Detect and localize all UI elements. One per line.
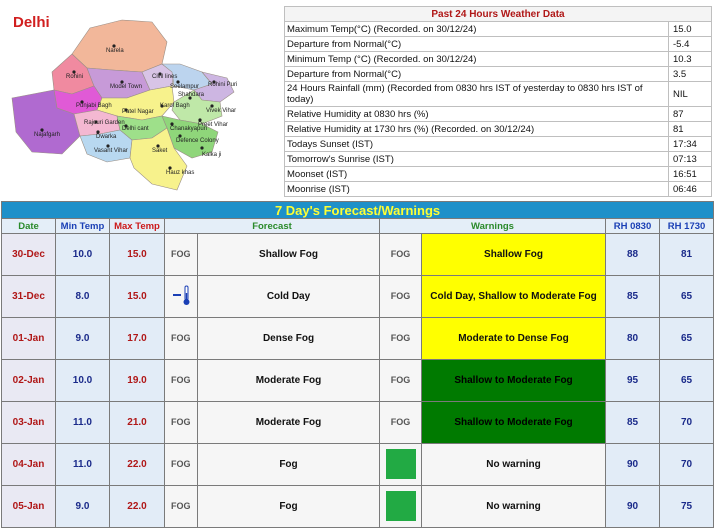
forecast-text: Shallow Fog bbox=[198, 233, 380, 275]
warning-fog-icon: FOG bbox=[380, 233, 422, 275]
wx-row bbox=[285, 122, 712, 137]
label-defence-colony: Defence Colony bbox=[176, 138, 219, 144]
label-preet-vihar: Preet Vihar bbox=[198, 122, 228, 128]
forecast-min-temp: 8.0 bbox=[56, 275, 110, 317]
forecast-date: 30-Dec bbox=[2, 233, 56, 275]
forecast-min-temp: 9.0 bbox=[56, 317, 110, 359]
wx-value: 10.3 bbox=[669, 52, 712, 67]
no-warning-square-icon bbox=[380, 485, 422, 527]
top-section bbox=[0, 0, 714, 198]
wx-row bbox=[285, 152, 712, 167]
label-rohini: Rohini bbox=[66, 74, 84, 80]
warning-fog-icon: FOG bbox=[380, 359, 422, 401]
wx-value: 17:34 bbox=[669, 137, 712, 152]
wx-value: 06:46 bbox=[669, 182, 712, 197]
wx-label: Moonrise (IST) bbox=[285, 182, 669, 197]
label-vivek-vihar: Vivek Vihar bbox=[206, 108, 237, 114]
forecast-min-temp: 10.0 bbox=[56, 359, 110, 401]
forecast-table bbox=[1, 201, 714, 528]
label-narela: Narela bbox=[106, 48, 124, 54]
label-seelampur: Seelampur bbox=[170, 84, 200, 90]
wx-row bbox=[285, 82, 712, 107]
forecast-row bbox=[2, 233, 714, 275]
forecast-fog-icon: FOG bbox=[165, 443, 198, 485]
forecast-text: Cold Day bbox=[198, 275, 380, 317]
label-vasant-vihar: Vasant Vihar bbox=[94, 148, 128, 154]
forecast-max-temp: 22.0 bbox=[110, 485, 165, 527]
forecast-row bbox=[2, 275, 714, 317]
wx-label: Relative Humidity at 0830 hrs (%) bbox=[285, 107, 669, 122]
warning-text: Shallow Fog bbox=[422, 233, 606, 275]
forecast-min-temp: 11.0 bbox=[56, 401, 110, 443]
wx-label: Relative Humidity at 1730 hrs (%) (Recorded. on 30/12/24) bbox=[285, 122, 669, 137]
forecast-fog-icon: FOG bbox=[165, 485, 198, 527]
wx-row bbox=[285, 137, 712, 152]
forecast-rh-1730: 65 bbox=[660, 317, 714, 359]
forecast-header-row bbox=[2, 219, 714, 233]
forecast-rh-0830: 88 bbox=[606, 233, 660, 275]
warning-text: Cold Day, Shallow to Moderate Fog bbox=[422, 275, 606, 317]
wx-label: Todays Sunset (IST) bbox=[285, 137, 669, 152]
warning-fog-icon: FOG bbox=[380, 317, 422, 359]
wx-label: Maximum Temp(°C) (Recorded. on 30/12/24) bbox=[285, 22, 669, 37]
label-karol-bagh: Karol Bagh bbox=[160, 103, 190, 109]
city-name: Delhi bbox=[13, 14, 50, 31]
label-dwarka: Dwarka bbox=[96, 134, 117, 140]
forecast-rh-1730: 81 bbox=[660, 233, 714, 275]
wx-row bbox=[285, 167, 712, 182]
label-shahdara: Shahdara bbox=[178, 92, 205, 98]
wx-value: NIL bbox=[669, 82, 712, 107]
forecast-text: Moderate Fog bbox=[198, 359, 380, 401]
label-kalka: Kalka ji bbox=[202, 152, 222, 158]
wx-label: 24 Hours Rainfall (mm) (Recorded from 0830 hrs IST of yesterday to 0830 hrs IST of today) bbox=[285, 82, 669, 107]
warning-text: Shallow to Moderate Fog bbox=[422, 359, 606, 401]
warning-text: Shallow to Moderate Fog bbox=[422, 401, 606, 443]
forecast-rh-1730: 65 bbox=[660, 359, 714, 401]
forecast-max-temp: 21.0 bbox=[110, 401, 165, 443]
forecast-max-temp: 22.0 bbox=[110, 443, 165, 485]
wx-row bbox=[285, 37, 712, 52]
forecast-date: 01-Jan bbox=[2, 317, 56, 359]
wx-value: 87 bbox=[669, 107, 712, 122]
delhi-map bbox=[2, 6, 282, 196]
map-graphic bbox=[2, 6, 282, 196]
forecast-date: 02-Jan bbox=[2, 359, 56, 401]
past-24-title: Past 24 Hours Weather Data bbox=[285, 7, 712, 22]
forecast-max-temp: 17.0 bbox=[110, 317, 165, 359]
forecast-text: Fog bbox=[198, 485, 380, 527]
forecast-min-temp: 9.0 bbox=[56, 485, 110, 527]
header-forecast: Forecast bbox=[165, 219, 380, 233]
forecast-fog-icon: FOG bbox=[165, 317, 198, 359]
label-punjabi-bagh: Punjabi Bagh bbox=[76, 103, 112, 109]
wx-row bbox=[285, 67, 712, 82]
header-min-temp: Min Temp bbox=[56, 219, 110, 233]
forecast-max-temp: 19.0 bbox=[110, 359, 165, 401]
label-civil-lines: Civil lines bbox=[152, 74, 178, 80]
forecast-rh-1730: 65 bbox=[660, 275, 714, 317]
warning-fog-icon: FOG bbox=[380, 275, 422, 317]
forecast-rh-0830: 90 bbox=[606, 485, 660, 527]
forecast-rh-0830: 90 bbox=[606, 443, 660, 485]
label-model-town: Model Town bbox=[110, 84, 142, 90]
wx-label: Minimum Temp (°C) (Recorded. on 30/12/24) bbox=[285, 52, 669, 67]
forecast-row bbox=[2, 443, 714, 485]
forecast-min-temp: 11.0 bbox=[56, 443, 110, 485]
warning-text: Moderate to Dense Fog bbox=[422, 317, 606, 359]
wx-value: 15.0 bbox=[669, 22, 712, 37]
district-narela-shape[interactable] bbox=[72, 20, 167, 72]
forecast-fog-icon: FOG bbox=[165, 359, 198, 401]
forecast-rh-1730: 75 bbox=[660, 485, 714, 527]
forecast-max-temp: 15.0 bbox=[110, 233, 165, 275]
forecast-rh-1730: 70 bbox=[660, 401, 714, 443]
wx-value: 07:13 bbox=[669, 152, 712, 167]
forecast-rh-0830: 85 bbox=[606, 275, 660, 317]
forecast-min-temp: 10.0 bbox=[56, 233, 110, 275]
label-najafgarh: Najafgarh bbox=[34, 132, 61, 138]
label-hauz-khas: Hauz khas bbox=[166, 170, 195, 176]
header-rh-0830: RH 0830 bbox=[606, 219, 660, 233]
header-rh-1730: RH 1730 bbox=[660, 219, 714, 233]
forecast-row bbox=[2, 317, 714, 359]
cold-day-icon bbox=[165, 275, 198, 317]
forecast-row bbox=[2, 359, 714, 401]
wx-row bbox=[285, 22, 712, 37]
wx-row bbox=[285, 182, 712, 197]
header-warnings: Warnings bbox=[380, 219, 606, 233]
forecast-date: 04-Jan bbox=[2, 443, 56, 485]
forecast-title: 7 Day's Forecast/Warnings bbox=[2, 202, 714, 219]
forecast-rh-1730: 70 bbox=[660, 443, 714, 485]
forecast-rh-0830: 95 bbox=[606, 359, 660, 401]
warning-text: No warning bbox=[422, 443, 606, 485]
wx-label: Departure from Normal(°C) bbox=[285, 67, 669, 82]
warning-text: No warning bbox=[422, 485, 606, 527]
past-24-hours-table bbox=[284, 6, 712, 197]
forecast-date: 31-Dec bbox=[2, 275, 56, 317]
forecast-text: Dense Fog bbox=[198, 317, 380, 359]
forecast-row bbox=[2, 401, 714, 443]
forecast-date: 05-Jan bbox=[2, 485, 56, 527]
forecast-max-temp: 15.0 bbox=[110, 275, 165, 317]
forecast-rh-0830: 85 bbox=[606, 401, 660, 443]
forecast-fog-icon: FOG bbox=[165, 401, 198, 443]
wx-value: 16:51 bbox=[669, 167, 712, 182]
label-saket: Saket bbox=[152, 148, 168, 154]
no-warning-square-icon bbox=[380, 443, 422, 485]
wx-label: Departure from Normal(°C) bbox=[285, 37, 669, 52]
warning-fog-icon: FOG bbox=[380, 401, 422, 443]
wx-label: Tomorrow's Sunrise (IST) bbox=[285, 152, 669, 167]
forecast-row bbox=[2, 485, 714, 527]
forecast-rh-0830: 80 bbox=[606, 317, 660, 359]
label-chanakyapuri: Chanakyapuri bbox=[170, 126, 208, 132]
forecast-text: Moderate Fog bbox=[198, 401, 380, 443]
wx-value: 3.5 bbox=[669, 67, 712, 82]
wx-row bbox=[285, 107, 712, 122]
wx-value: 81 bbox=[669, 122, 712, 137]
forecast-date: 03-Jan bbox=[2, 401, 56, 443]
wx-value: -5.4 bbox=[669, 37, 712, 52]
label-rajouri-garden: Rajouri Garden bbox=[84, 120, 125, 126]
label-patel-nagar: Patel Nagar bbox=[122, 109, 154, 115]
label-delhi-cant: Delhi cant bbox=[122, 126, 149, 132]
wx-row bbox=[285, 52, 712, 67]
header-max-temp: Max Temp bbox=[110, 219, 165, 233]
label-rohini-puri: Rohini Puri bbox=[208, 82, 238, 88]
header-date: Date bbox=[2, 219, 56, 233]
wx-label: Moonset (IST) bbox=[285, 167, 669, 182]
forecast-fog-icon: FOG bbox=[165, 233, 198, 275]
forecast-text: Fog bbox=[198, 443, 380, 485]
